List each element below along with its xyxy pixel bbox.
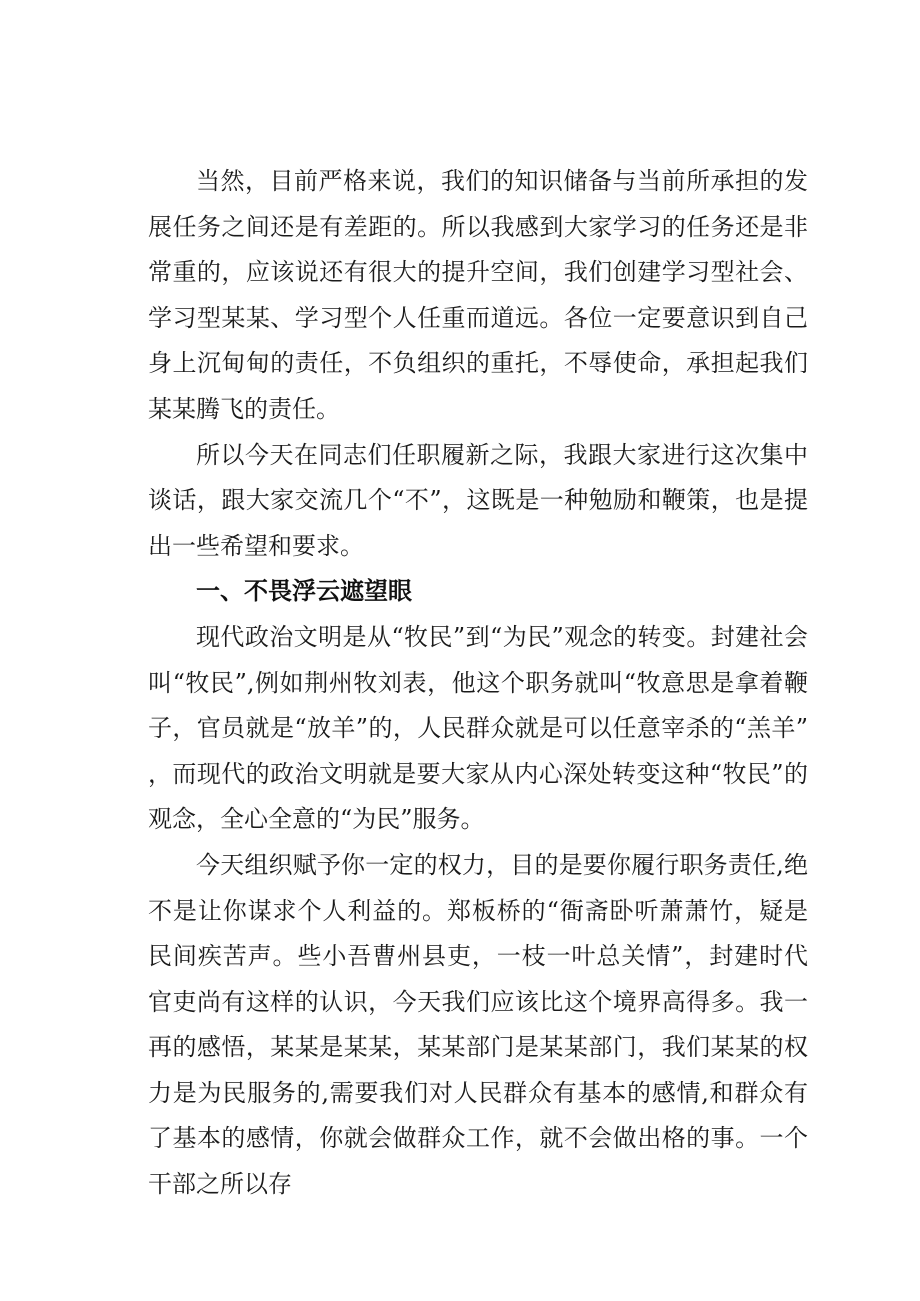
paragraph-power-responsibility: 今天组织赋予你一定的权力，目的是要你履行职务责任,绝不是让你谋求个人利益的。郑板桥的“衙斋卧听萧萧竹，疑是民间疾苦声。些小吾曹州县吏，一枝一叶总关情”，封建时代官吏尚有这样的认识，今天我们应该比这个境界高得多。我一再的感悟，某某是某某，某某部门是某某部门，我们某某的权力是为民服务的,需要我们对人民群众有基本的感情,和群众有了基本的感情，你就会做群众工作，就不会做出格的事。一个干部之所以存 — [148, 850, 808, 1199]
section-heading: 一、不畏浮云遮望眼 — [196, 577, 412, 606]
paragraph-collective-talk: 所以今天在同志们任职履新之际，我跟大家进行这次集中谈话，跟大家交流几个“不”，这既是一种勉励和鞭策，也是提出一些希望和要求。 — [148, 440, 808, 560]
document-body — [148, 159, 808, 1208]
paragraph-political-civilization: 现代政治文明是从“牧民”到“为民”观念的转变。封建社会叫“牧民”,例如荆州牧刘表，他这个职务就叫“牧意思是拿着鞭子，官员就是“放羊”的，人民群众就是可以任意宰杀的“羔羊”，而现代的政治文明就是要大家从内心深处转变这种“牧民”的观念，全心全意的“为民”服务。 — [148, 622, 808, 834]
paragraph-knowledge-gap: 当然，目前严格来说，我们的知识储备与当前所承担的发展任务之间还是有差距的。所以我感到大家学习的任务还是非常重的，应该说还有很大的提升空间，我们创建学习型社会、学习型某某、学习型个人任重而道远。各位一定要意识到自己身上沉甸甸的责任，不负组织的重托，不辱使命，承担起我们某某腾飞的责任。 — [148, 167, 808, 423]
